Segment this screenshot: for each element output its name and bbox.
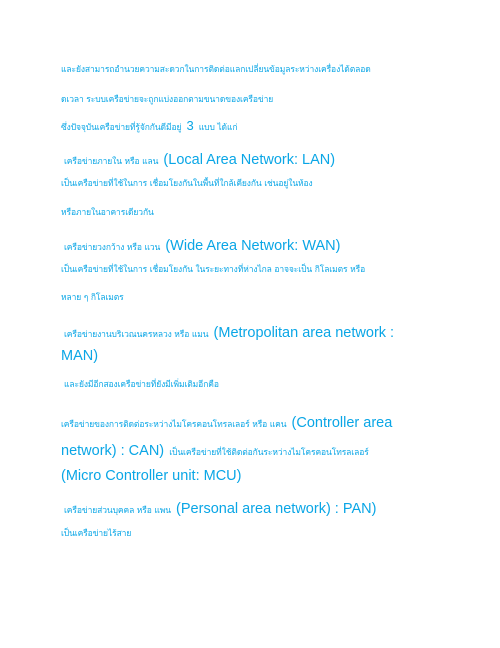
- intro-text-b: แบบ ได้แก่: [198, 123, 238, 133]
- lan-description-line-1: เป็นเครือข่ายที่ใช้ในการ เชื่อมโยงกันในพื้นที่ใกล้เคียงกัน เช่นอยู่ในห้อง: [61, 179, 313, 189]
- pan-heading: [64, 500, 376, 517]
- wan-heading-english: (Wide Area Network: WAN): [165, 238, 341, 254]
- wan-description-line-2: หลาย ๆ กิโลเมตร: [61, 293, 124, 303]
- can-abbrev: network) : CAN): [61, 443, 165, 459]
- lan-description-line-2: หรือภายในอาคารเดียวกัน: [61, 208, 154, 218]
- network-count: 3: [186, 118, 194, 133]
- lan-heading-thai: เครือข่ายภายใน หรือ แลน: [64, 157, 159, 167]
- can-heading-english: (Controller area: [291, 415, 393, 431]
- man-heading-thai: เครือข่ายงานบริเวณนครหลวง หรือ แมน: [64, 330, 209, 340]
- paragraph-intro-line-2: ดเวลา ระบบเครือข่ายจะถูกแบ่งออกตามขนาดของเครือข่าย: [61, 95, 274, 105]
- wan-heading-thai: เครือข่ายวงกว้าง หรือ แวน: [64, 243, 161, 253]
- pan-heading-thai: เครือข่ายส่วนบุคคล หรือ แพน: [64, 506, 171, 516]
- paragraph-intro-line-3: [61, 117, 237, 133]
- pan-heading-english: (Personal area network) : PAN): [176, 501, 377, 517]
- lan-heading-english: (Local Area Network: LAN): [163, 152, 336, 168]
- man-heading-line-2: MAN): [61, 348, 99, 364]
- pan-description-line-1: เป็นเครือข่ายไร้สาย: [61, 529, 132, 539]
- can-heading-thai: เครือข่ายของการติดต่อระหว่างไมโครคอนโทรลเลอร์ หรือ แคน: [61, 420, 287, 430]
- wan-heading: [64, 237, 340, 254]
- intro-text-a: ซึ่งปัจจุบันเครือข่ายที่รู้จักกันดีมีอยู่: [61, 123, 182, 133]
- can-heading-line-3: (Micro Controller unit: MCU): [61, 468, 242, 484]
- man-heading-line-1: [64, 324, 394, 341]
- lan-heading: [64, 151, 335, 168]
- can-description: เป็นเครือข่ายที่ใช้ติดต่อกันระหว่างไมโครคอนโทรลเลอร์: [169, 448, 369, 458]
- additional-networks-intro: และยังมีอีกสองเครือข่ายที่ยังมีเพิ่มเติมอีกคือ: [64, 380, 219, 390]
- man-heading-english: (Metropolitan area network :: [213, 325, 395, 341]
- wan-description-line-1: เป็นเครือข่ายที่ใช้ในการ เชื่อมโยงกัน ในระยะทางที่ห่างไกล อาจจะเป็น กิโลเมตร หรือ: [61, 265, 366, 275]
- can-heading-line-1: [61, 414, 392, 431]
- paragraph-intro-line-1: และยังสามารถอำนวยความสะดวกในการติดต่อแลกเปลี่ยนข้อมูลระหว่างเครื่องได้ตลอด: [61, 65, 371, 75]
- can-heading-line-2: [61, 442, 369, 459]
